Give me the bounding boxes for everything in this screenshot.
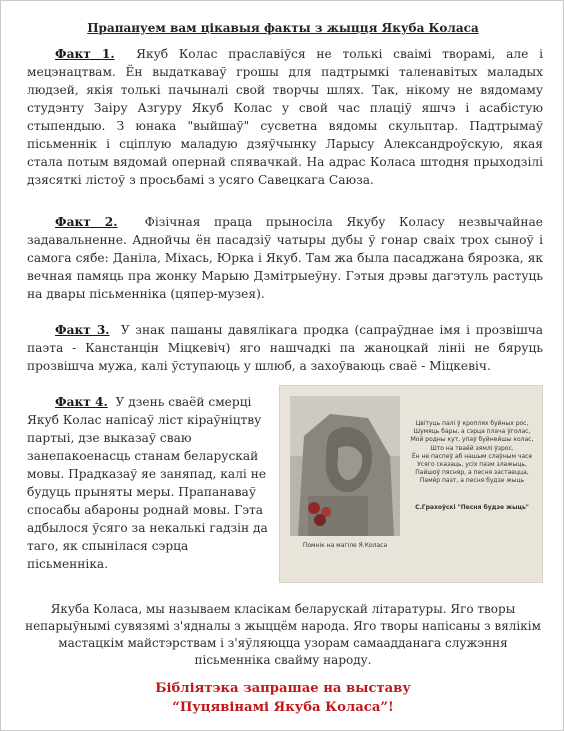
fact-3-paragraph bbox=[27, 321, 543, 375]
photo-caption: Помнік на магіле Я.Коласа bbox=[302, 542, 388, 549]
fact-2-paragraph bbox=[27, 213, 543, 303]
poem-line: Шумяць бары, а сэрца плача ўголас, bbox=[413, 428, 531, 436]
fact-4-label: Факт 4. bbox=[55, 395, 108, 409]
poem-line: Памёр паэт, а песня будзе жыць bbox=[419, 477, 525, 485]
fact-1-label: Факт 1. bbox=[55, 47, 115, 61]
poem-author: С.Грахоўскі "Песня будзе жыць" bbox=[415, 504, 529, 511]
closing-paragraph: Якуба Коласа, мы называем класікам беларускай літаратуры. Яго творы непарыўнымі сувязямі з'ядналы з жыццём народа. Яго творы напісаны з вялікім мастацкім майстэрствам і з'яўляюцца узорам самаадданага служэння пісьменніка свайму народу. bbox=[25, 602, 541, 667]
poem-line: Што на тваёй зямлі ўзрос. bbox=[430, 444, 514, 452]
monument-photo bbox=[279, 385, 543, 583]
fact-1-paragraph bbox=[27, 45, 543, 189]
poem-text bbox=[406, 420, 538, 486]
poem-line: Ён не паспеў аб нашым слаўным часе bbox=[411, 452, 533, 460]
monument-image bbox=[290, 396, 400, 536]
invite-line-1: Бібліятэка запрашае на выставу bbox=[155, 681, 411, 696]
poem-line: Цвітуць палі ў кроплях буйных рос, bbox=[415, 420, 529, 427]
fact-4-paragraph bbox=[27, 393, 273, 573]
fact-2-text: Фізічная праца прыносіла Якубу Коласу незвычайнае задавальненне. Аднойчы ён пасадзіў чатыры дубы ў гонар сваіх трох сыноў і самога сябе: Даніла, Міхась, Юрка і Якуб. Там жа была пасаджана бярозка, як вечная памяць пра жонку Марыю Дзмітрыеўну. Гэтыя дрэвы дагэтуль растуць на двары пісьменніка (цяпер-музея). bbox=[27, 215, 544, 301]
poem-line: Пайшоў пясняр, а песня застаецца, bbox=[415, 469, 529, 477]
fact-2-label: Факт 2. bbox=[55, 215, 118, 229]
invite-line-2: “Пуцявінамі Якуба Коласа”! bbox=[172, 700, 394, 715]
fact-4-text: У дзень сваёй смерці Якуб Колас напісаў ліст кіраўніцтву партыі, дзе выказаў сваю занепакоенасць станам беларускай мовы. Прадказаў яе заняпад, калі не будуць прыняты меры. Прапанаваў спосабы абароны роднай мовы. Гэта адбылося ўсяго за некалькі гадзін да таго, як спынілася сэрца пісьменніка. bbox=[27, 395, 268, 571]
fact-1-text: Якуб Колас праславіўся не толькі сваімі творамі, але і мецэнацтвам. Ён выдаткаваў грошы для падтрымкі таленавітых маладых людзей, якія толькі пачыналі свой творчы шлях. Так, нікому не вядомаму студэнту Заіру Азгуру Якуб Колас у свой час плаціў яшчэ і асабістую стыпендыю. З юнака "выйшаў" сусветна вядомы скульптар. Падтрымаў пісьменнік і сціплую маладую дзяўчынку Ларысу Александроўскую, якая стала потым вядомай опернай спявачкай. На адрас Коласа штодня прыходзілі дзясяткі лістоў з просьбамі з усяго Савецкага Саюза. bbox=[27, 47, 544, 187]
fact-3-text: У знак пашаны давялікага продка (сапраўднае імя і прозвішча паэта - Канстанцін Міцкевіч) яго нашчадкі па жаноцкай лініі не бяруць прозвішча мужа, калі ўступаюць у шлюб, а захоўваюць сваё - Міцкевіч. bbox=[27, 323, 544, 373]
poem-line: Мой родны кут, упаў буйнейшы колас, bbox=[410, 436, 534, 444]
poem-line: Усяго сказаць, усіх пазм злажыць, bbox=[417, 461, 527, 469]
exhibition-invite bbox=[1, 679, 564, 717]
fact-3-label: Факт 3. bbox=[55, 323, 110, 337]
page-title: Прапануем вам цікавыя факты з жыцця Якуба Коласа bbox=[87, 21, 479, 35]
